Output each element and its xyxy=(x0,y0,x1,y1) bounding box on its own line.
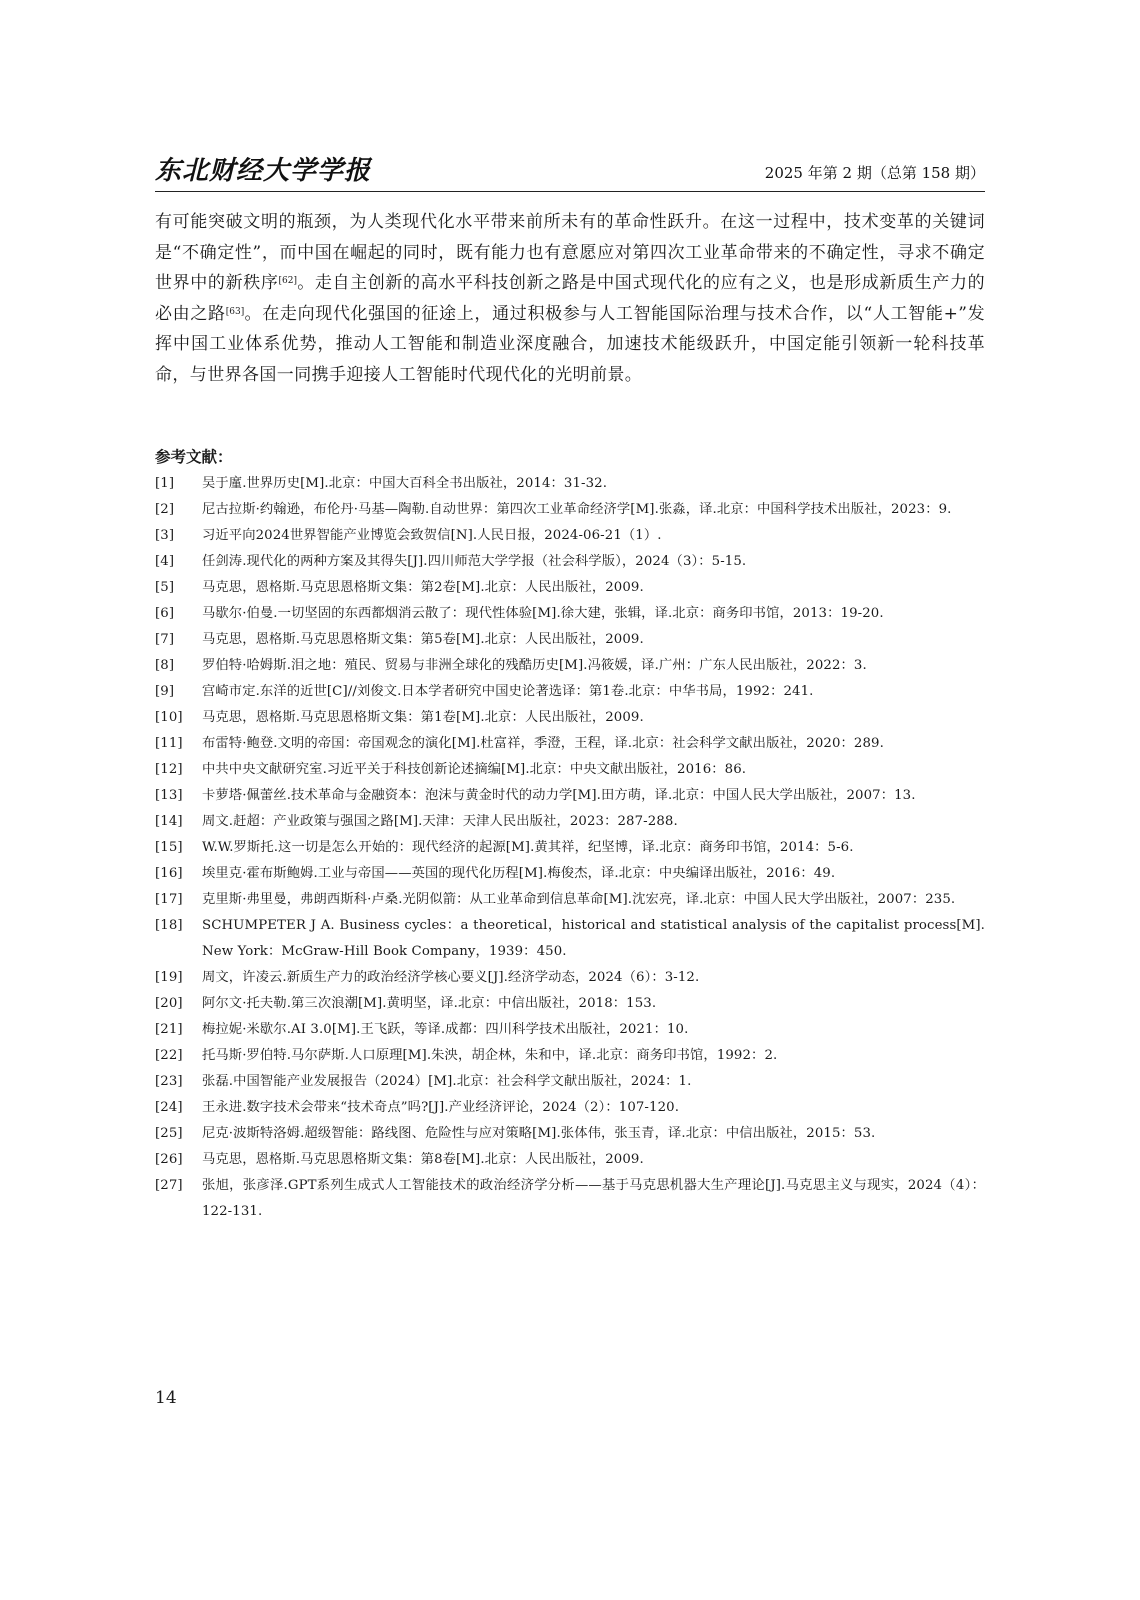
reference-text: 尼古拉斯·约翰逊，布伦丹·马基—陶勒.自动世界：第四次工业革命经济学[M].张淼，译.北京：中国科学技术出版社，2023：9. xyxy=(202,502,952,517)
reference-text: 张磊.中国智能产业发展报告（2024）[M].北京：社会科学文献出版社，2024：1. xyxy=(202,1074,692,1089)
citation-63: [63] xyxy=(225,306,245,317)
reference-list xyxy=(155,471,985,1225)
header-divider xyxy=(155,191,985,192)
reference-item xyxy=(155,627,985,653)
reference-text: SCHUMPETER J A. Business cycles：a theoretical，historical and statistical analysis of the capitalist process[M]. New York：McGraw-Hill Book Company，1939：450. xyxy=(202,918,985,959)
reference-number: [2] xyxy=(155,502,175,517)
reference-item xyxy=(155,991,985,1017)
reference-number: [13] xyxy=(155,788,183,803)
reference-item xyxy=(155,679,985,705)
reference-item xyxy=(155,913,985,965)
reference-text: 马克思，恩格斯.马克思恩格斯文集：第2卷[M].北京：人民出版社，2009. xyxy=(202,580,644,595)
reference-item xyxy=(155,757,985,783)
reference-item xyxy=(155,1017,985,1043)
reference-item xyxy=(155,471,985,497)
reference-item xyxy=(155,731,985,757)
body-text-part2: 。走自主创新的高水平科技创新之路是中国式现代化的应有之义，也是形成新质生产力的必由之路 xyxy=(155,273,985,324)
reference-number: [11] xyxy=(155,736,183,751)
reference-item xyxy=(155,653,985,679)
reference-text: 张旭，张彦泽.GPT系列生成式人工智能技术的政治经济学分析——基于马克思机器大生产理论[J].马克思主义与现实，2024（4）：122-131. xyxy=(202,1178,985,1219)
reference-number: [19] xyxy=(155,970,183,985)
reference-item xyxy=(155,861,985,887)
reference-text: 周文，许凌云.新质生产力的政治经济学核心要义[J].经济学动态，2024（6）：3-12. xyxy=(202,970,700,985)
reference-number: [8] xyxy=(155,658,175,673)
issue-info: 2025 年第 2 期（总第 158 期） xyxy=(764,164,985,182)
citation-62: [62] xyxy=(278,276,297,286)
reference-text: 宫崎市定.东洋的近世[C]//刘俊文.日本学者研究中国史论著选译：第1卷.北京：中华书局，1992：241. xyxy=(202,684,814,699)
reference-text: 马克思，恩格斯.马克思恩格斯文集：第8卷[M].北京：人民出版社，2009. xyxy=(202,1152,644,1167)
reference-number: [21] xyxy=(155,1022,183,1037)
reference-text: 罗伯特·哈姆斯.泪之地：殖民、贸易与非洲全球化的残酷历史[M].冯筱媛，译.广州：广东人民出版社，2022：3. xyxy=(202,658,867,673)
reference-item xyxy=(155,523,985,549)
reference-item xyxy=(155,965,985,991)
reference-text: 布雷特·鲍登.文明的帝国：帝国观念的演化[M].杜富祥，季澄，王程，译.北京：社会科学文献出版社，2020：289. xyxy=(202,736,884,751)
reference-number: [23] xyxy=(155,1074,183,1089)
reference-text: 阿尔文·托夫勒.第三次浪潮[M].黄明坚，译.北京：中信出版社，2018：153. xyxy=(202,996,657,1011)
reference-number: [14] xyxy=(155,814,183,829)
reference-number: [25] xyxy=(155,1126,183,1141)
body-text-part3: 。在走向现代化强国的征途上，通过积极参与人工智能国际治理与技术合作，以“人工智能+”发挥中国工业体系优势，推动人工智能和制造业深度融合，加速技术能级跃升，中国定能引领新一轮科技革命，与世界各国一同携手迎接人工智能时代现代化的光明前景。 xyxy=(155,303,985,385)
body-text-part1: 有可能突破文明的瓶颈，为人类现代化水平带来前所未有的革命性跃升。在这一过程中，技术变革的关键词是“不确定性”，而中国在崛起的同时，既有能力也有意愿应对第四次工业革命带来的不确定性，寻求不确定世界中的新秩序 xyxy=(155,212,985,293)
body-paragraph xyxy=(155,207,985,390)
reference-item xyxy=(155,783,985,809)
reference-number: [7] xyxy=(155,632,175,647)
reference-number: [1] xyxy=(155,476,175,491)
reference-text: 马歇尔·伯曼.一切坚固的东西都烟消云散了：现代性体验[M].徐大建，张辑，译.北京：商务印书馆，2013：19-20. xyxy=(202,606,884,621)
reference-number: [4] xyxy=(155,554,175,569)
reference-text: 习近平向2024世界智能产业博览会致贺信[N].人民日报，2024-06-21（1）. xyxy=(202,528,662,543)
reference-item xyxy=(155,497,985,523)
reference-number: [18] xyxy=(155,918,183,933)
references-heading: 参考文献： xyxy=(155,448,233,466)
reference-item xyxy=(155,601,985,627)
page-number: 14 xyxy=(155,1388,177,1408)
reference-text: 任剑涛.现代化的两种方案及其得失[J].四川师范大学学报（社会科学版），2024（3）：5-15. xyxy=(202,554,747,569)
reference-text: 马克思，恩格斯.马克思恩格斯文集：第1卷[M].北京：人民出版社，2009. xyxy=(202,710,644,725)
reference-item xyxy=(155,1147,985,1173)
reference-item xyxy=(155,1121,985,1147)
reference-number: [22] xyxy=(155,1048,183,1063)
reference-number: [5] xyxy=(155,580,175,595)
reference-text: 周文.赶超：产业政策与强国之路[M].天津：天津人民出版社，2023：287-288. xyxy=(202,814,678,829)
reference-number: [15] xyxy=(155,840,183,855)
reference-item xyxy=(155,1095,985,1121)
reference-item xyxy=(155,835,985,861)
reference-number: [6] xyxy=(155,606,175,621)
reference-text: 梅拉妮·米歇尔.AI 3.0[M].王飞跃，等译.成都：四川科学技术出版社，2021：10. xyxy=(202,1022,689,1037)
reference-item xyxy=(155,1173,985,1225)
reference-item xyxy=(155,1069,985,1095)
reference-number: [10] xyxy=(155,710,183,725)
reference-number: [3] xyxy=(155,528,175,543)
reference-item xyxy=(155,575,985,601)
reference-text: 托马斯·罗伯特.马尔萨斯.人口原理[M].朱泱，胡企林，朱和中，译.北京：商务印书馆，1992：2. xyxy=(202,1048,778,1063)
reference-number: [24] xyxy=(155,1100,183,1115)
reference-text: 埃里克·霍布斯鲍姆.工业与帝国——英国的现代化历程[M].梅俊杰，译.北京：中央编译出版社，2016：49. xyxy=(202,866,836,881)
reference-number: [17] xyxy=(155,892,183,907)
journal-logo: 东北财经大学学报 xyxy=(155,156,372,186)
reference-text: W.W.罗斯托.这一切是怎么开始的：现代经济的起源[M].黄其祥，纪坚博，译.北京：商务印书馆，2014：5-6. xyxy=(202,840,854,855)
reference-item xyxy=(155,887,985,913)
reference-item xyxy=(155,705,985,731)
reference-number: [16] xyxy=(155,866,183,881)
reference-text: 王永进.数字技术会带来“技术奇点”吗?[J].产业经济评论，2024（2）：107-120. xyxy=(202,1100,680,1115)
reference-item xyxy=(155,1043,985,1069)
reference-text: 克里斯·弗里曼，弗朗西斯科·卢桑.光阴似箭：从工业革命到信息革命[M].沈宏亮，译.北京：中国人民大学出版社，2007：235. xyxy=(202,892,956,907)
reference-number: [26] xyxy=(155,1152,183,1167)
reference-item xyxy=(155,809,985,835)
reference-number: [9] xyxy=(155,684,175,699)
reference-number: [20] xyxy=(155,996,183,1011)
reference-text: 吴于廑.世界历史[M].北京：中国大百科全书出版社，2014：31-32. xyxy=(202,476,608,491)
reference-number: [27] xyxy=(155,1178,183,1193)
reference-text: 马克思，恩格斯.马克思恩格斯文集：第5卷[M].北京：人民出版社，2009. xyxy=(202,632,644,647)
reference-number: [12] xyxy=(155,762,183,777)
reference-item xyxy=(155,549,985,575)
page-header xyxy=(155,150,985,192)
reference-text: 尼克·波斯特洛姆.超级智能：路线图、危险性与应对策略[M].张体伟，张玉青，译.北京：中信出版社，2015：53. xyxy=(202,1126,876,1141)
reference-text: 中共中央文献研究室.习近平关于科技创新论述摘编[M].北京：中央文献出版社，2016：86. xyxy=(202,762,747,777)
reference-text: 卡萝塔·佩蕾丝.技术革命与金融资本：泡沫与黄金时代的动力学[M].田方萌，译.北京：中国人民大学出版社，2007：13. xyxy=(202,788,916,803)
